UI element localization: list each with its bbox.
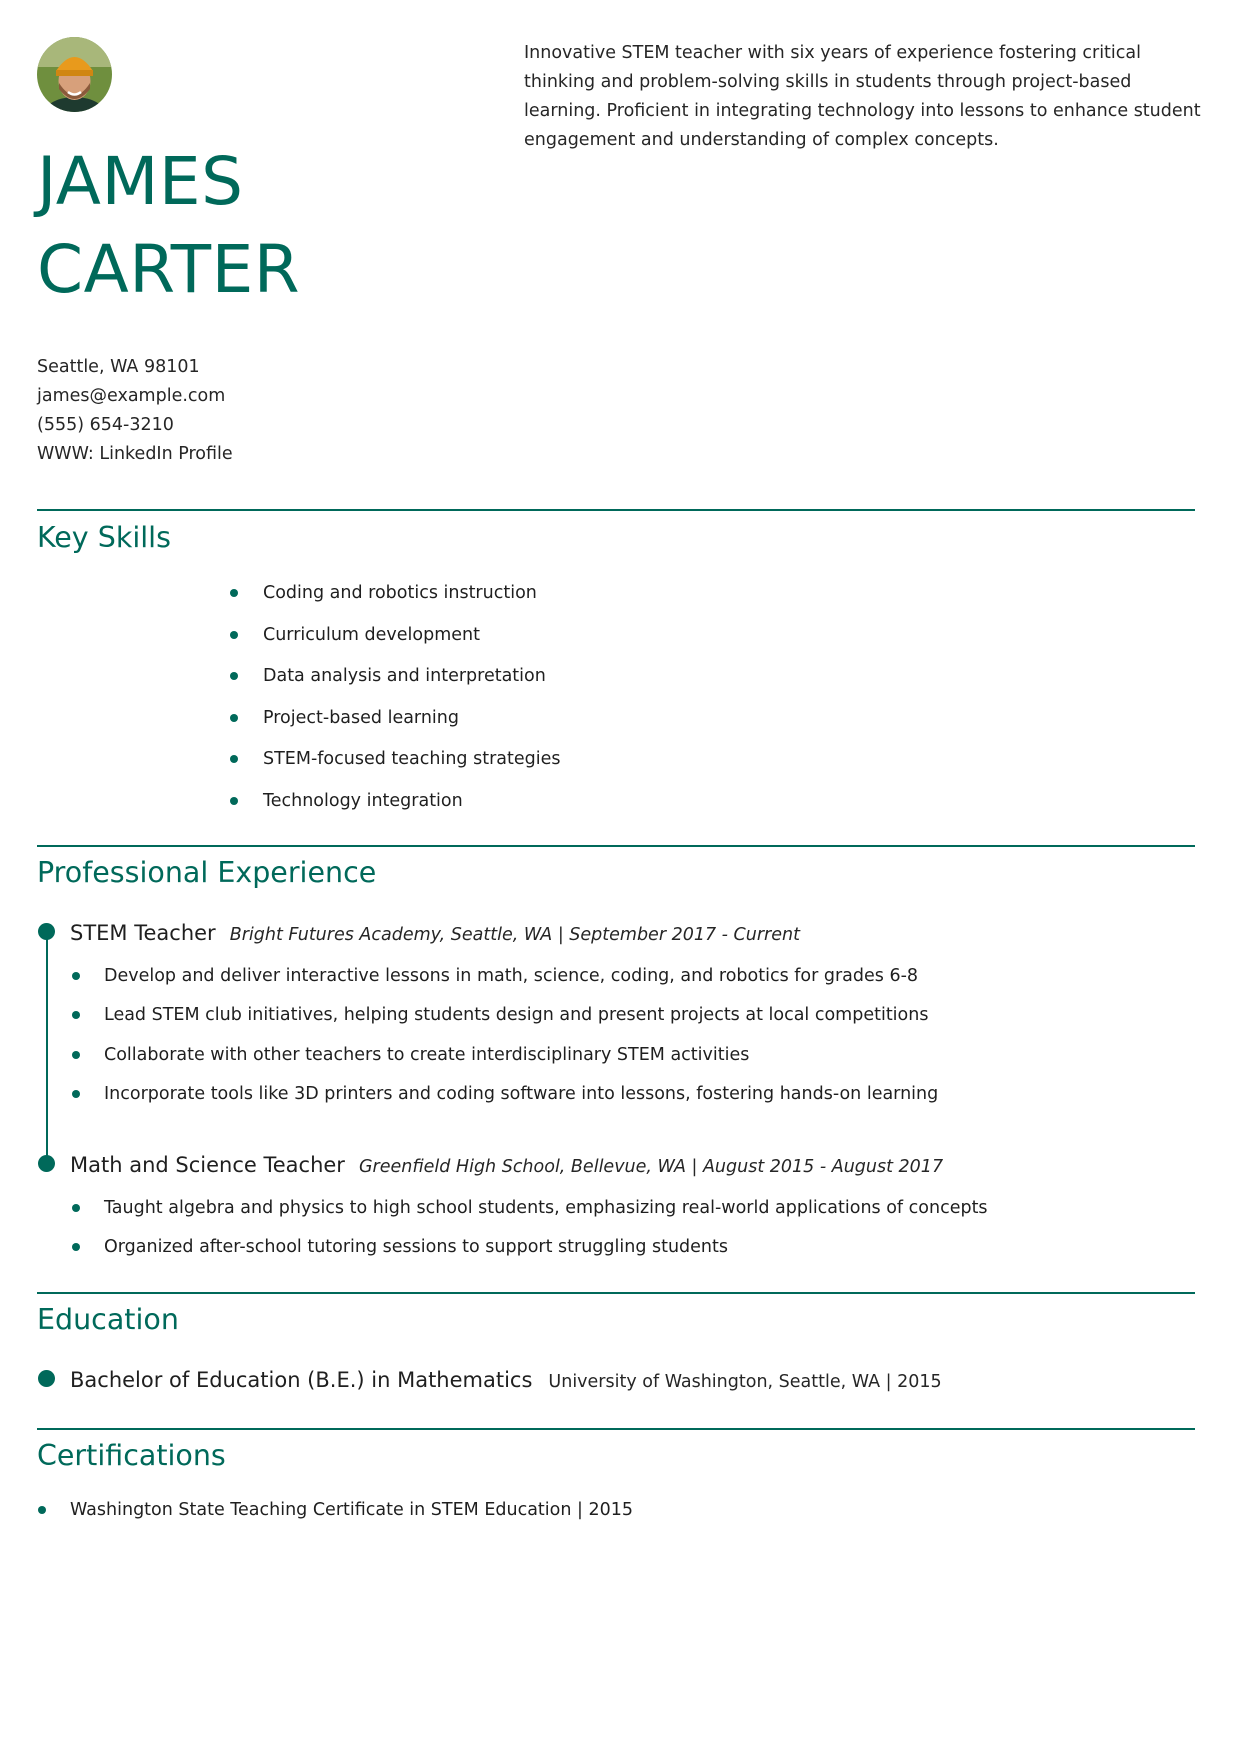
job-employer-dates: Greenfield High School, Bellevue, WA | August 2015 - August 2017 xyxy=(358,1157,944,1177)
bullet-text: Develop and deliver interactive lessons in math, science, coding, and robotics for grades 6-8 xyxy=(104,966,919,986)
bullet-text: Collaborate with other teachers to create interdisciplinary STEM activities xyxy=(104,1044,750,1065)
job-title: Math and Science Teacher xyxy=(70,1153,345,1177)
section-heading-experience: Professional Experience xyxy=(37,856,377,889)
list-item xyxy=(37,1495,633,1525)
section-heading-skills: Key Skills xyxy=(37,521,171,554)
avatar xyxy=(37,37,112,112)
job-entry-header xyxy=(70,918,800,950)
professional-summary: Innovative STEM teacher with six years of experience fostering critical thinking and problem-solving skills in students through project-based learning. Proficient in integrating technology into lessons to enhance student engagement and understanding of complex concepts. xyxy=(524,43,1201,150)
list-item xyxy=(70,1000,938,1039)
bullet-text: Taught algebra and physics to high school students, emphasizing real-world applications of concepts xyxy=(104,1198,988,1218)
bullet-text: Lead STEM club initiatives, helping students design and present projects at local competitions xyxy=(104,1005,929,1026)
bullet-dot-icon xyxy=(72,1204,80,1212)
bullet-dot-icon xyxy=(230,714,238,722)
bullet-dot-icon xyxy=(230,672,238,680)
job-bullets xyxy=(70,961,938,1118)
section-heading-certifications: Certifications xyxy=(37,1439,226,1472)
list-item xyxy=(228,578,560,620)
section-divider xyxy=(37,509,1195,511)
skill-label: Curriculum development xyxy=(263,624,480,645)
contact-phone: (555) 654-3210 xyxy=(37,415,174,435)
list-item xyxy=(70,1232,988,1271)
list-item xyxy=(70,1040,938,1079)
certifications-list xyxy=(37,1495,633,1525)
contact-website[interactable]: WWW: LinkedIn Profile xyxy=(37,444,233,464)
list-item xyxy=(228,620,560,662)
last-name: CARTER xyxy=(37,231,301,308)
contact-email[interactable]: james@example.com xyxy=(37,386,226,406)
list-item xyxy=(70,1079,938,1118)
list-item xyxy=(228,786,560,828)
job-bullets xyxy=(70,1193,988,1272)
section-heading-education: Education xyxy=(37,1303,179,1336)
bullet-dot-icon xyxy=(230,755,238,763)
job-employer-dates: Bright Futures Academy, Seattle, WA | September 2017 - Current xyxy=(229,925,800,945)
bullet-dot-icon xyxy=(38,1506,46,1514)
section-divider xyxy=(37,845,1195,847)
skill-label: Project-based learning xyxy=(263,707,459,728)
contact-info xyxy=(37,353,233,469)
degree: Bachelor of Education (B.E.) in Mathematics xyxy=(70,1368,533,1392)
list-item xyxy=(228,703,560,745)
bullet-dot-icon xyxy=(72,972,80,980)
job-entry-header xyxy=(70,1150,943,1182)
section-divider xyxy=(37,1292,1195,1294)
list-item xyxy=(70,1193,988,1232)
timeline-line xyxy=(46,931,48,1164)
bullet-dot-icon xyxy=(230,797,238,805)
skill-label: Data analysis and interpretation xyxy=(263,666,546,686)
bullet-text: Organized after-school tutoring sessions to support struggling students xyxy=(104,1237,729,1258)
bullet-dot-icon xyxy=(230,631,238,639)
school-and-year: University of Washington, Seattle, WA | 2015 xyxy=(548,1372,942,1392)
timeline-dot-icon xyxy=(38,923,55,940)
certification-text: Washington State Teaching Certificate in STEM Education | 2015 xyxy=(70,1500,634,1520)
skill-label: Coding and robotics instruction xyxy=(263,583,537,603)
bullet-text: Incorporate tools like 3D printers and coding software into lessons, fostering hands-on learning xyxy=(104,1083,939,1104)
profile-photo xyxy=(37,37,112,112)
bullet-dot-icon xyxy=(230,589,238,597)
education-dot-icon xyxy=(38,1370,55,1387)
bullet-dot-icon xyxy=(72,1011,80,1019)
list-item xyxy=(70,961,938,1000)
contact-location: Seattle, WA 98101 xyxy=(37,357,200,377)
job-title: STEM Teacher xyxy=(70,921,216,945)
bullet-dot-icon xyxy=(72,1243,80,1251)
timeline-dot-icon xyxy=(38,1155,55,1172)
bullet-dot-icon xyxy=(72,1051,80,1059)
first-name: JAMES xyxy=(37,143,244,220)
skills-list xyxy=(228,578,560,827)
candidate-name xyxy=(37,138,300,314)
list-item xyxy=(228,661,560,703)
education-entry xyxy=(70,1365,942,1397)
bullet-dot-icon xyxy=(72,1090,80,1098)
skill-label: Technology integration xyxy=(263,790,463,811)
skill-label: STEM-focused teaching strategies xyxy=(263,749,561,769)
list-item xyxy=(228,744,560,786)
section-divider xyxy=(37,1428,1195,1430)
